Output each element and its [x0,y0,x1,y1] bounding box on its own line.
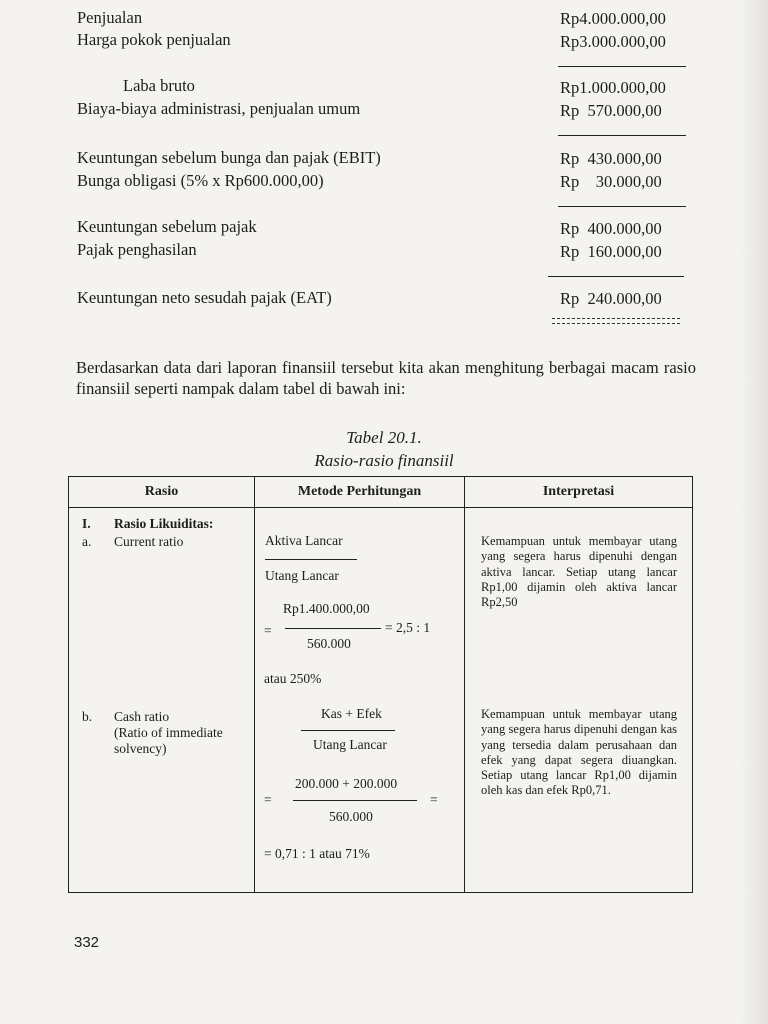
current-ratio-name: Current ratio [114,534,184,549]
label-ebit: Keuntungan sebelum bunga dan pajak (EBIT) [77,148,381,167]
header-metode: Metode Perhitungan [255,477,465,508]
current-calc-numerator: Rp1.400.000,00 [283,601,370,616]
ratio-names-cell [69,508,255,893]
cash-calc-fraction-bar [293,800,417,801]
interpretation-cell [465,508,693,893]
amount-laba-bruto: Rp1.000.000,00 [560,78,666,97]
amount-sebelum-pajak: Rp 400.000,00 [560,219,662,238]
cash-calc-numerator: 200.000 + 200.000 [295,776,398,791]
current-calc-denominator: 560.000 [307,636,351,651]
amount-penjualan: Rp4.000.000,00 [560,9,666,28]
amount-bunga-obligasi: Rp 30.000,00 [560,172,662,191]
intro-paragraph: Berdasarkan data dari laporan finansiil tersebut kita akan menghitung berbagai macam rasio finansiil seperti nampak dalam tabel di bawah ini: [76,358,696,398]
subtotal-rule-3 [558,206,686,207]
section-title: Rasio Likuiditas: [114,516,214,531]
label-bunga-obligasi: Bunga obligasi (5% x Rp600.000,00) [77,171,324,190]
cash-calc-denominator: 560.000 [329,809,373,824]
table-caption-number: Tabel 20.1. [346,428,422,447]
amount-eat: Rp 240.000,00 [560,289,662,308]
page-edge-shadow [740,0,768,1024]
label-penjualan: Penjualan [77,8,143,27]
current-fraction-bar [265,559,357,560]
current-result: = 2,5 : 1 [385,620,431,635]
calculation-cell [255,508,465,893]
cash-ratio-name-line3: solvency) [114,741,167,756]
label-laba-bruto: Laba bruto [123,76,195,95]
subtotal-rule-4 [548,276,684,277]
cash-ratio-name-line2: (Ratio of immediate [114,725,223,740]
current-numerator: Aktiva Lancar [265,533,343,548]
label-eat: Keuntungan neto sesudah pajak (EAT) [77,288,332,307]
table-caption-title: Rasio-rasio finansiil [314,451,454,470]
amount-biaya: Rp 570.000,00 [560,101,662,120]
cash-ratio-letter: b. [82,709,93,724]
header-rasio: Rasio [69,477,255,508]
label-harga-pokok: Harga pokok penjualan [77,30,231,49]
label-pajak-penghasilan: Pajak penghasilan [77,240,197,259]
cash-denominator: Utang Lancar [313,737,387,752]
cash-ratio-name: Cash ratio [114,709,170,724]
amount-harga-pokok: Rp3.000.000,00 [560,32,666,51]
cash-interpretation: Kemampuan untuk membayar utang yang segera harus dipenuhi dengan kas yang tersedia dalam perusahaan dan efek yang dapat segera diuangkan. Setiap utang lancar Rp1,00 dijamin oleh kas dan efek Rp0,71. [481,707,677,798]
amount-pajak-penghasilan: Rp 160.000,00 [560,242,662,261]
total-double-rule [552,318,680,324]
ratio-table [68,476,693,893]
section-number: I. [82,516,91,531]
label-sebelum-pajak: Keuntungan sebelum pajak [77,217,257,236]
current-equals-sign: = [264,623,272,638]
amount-ebit: Rp 430.000,00 [560,149,662,168]
cash-fraction-bar [301,730,395,731]
current-ratio-letter: a. [82,534,92,549]
subtotal-rule-1 [558,66,686,67]
header-interpretasi: Interpretasi [465,477,693,508]
cash-numerator: Kas + Efek [321,706,382,721]
cash-equals-sign-2: = [430,792,438,807]
cash-equals-sign: = [264,792,272,807]
cash-result: = 0,71 : 1 atau 71% [264,846,370,861]
current-denominator: Utang Lancar [265,568,339,583]
current-percent: atau 250% [264,671,322,686]
current-calc-fraction-bar [285,628,381,629]
current-interpretation: Kemampuan untuk membayar utang yang segera harus dipenuhi dengan aktiva lancar. Setiap utang lancar Rp1,00 dijamin oleh aktiva lancar Rp2,50 [481,534,677,610]
page-number: 332 [74,934,100,951]
label-biaya: Biaya-biaya administrasi, penjualan umum [77,99,361,118]
subtotal-rule-2 [558,135,686,136]
